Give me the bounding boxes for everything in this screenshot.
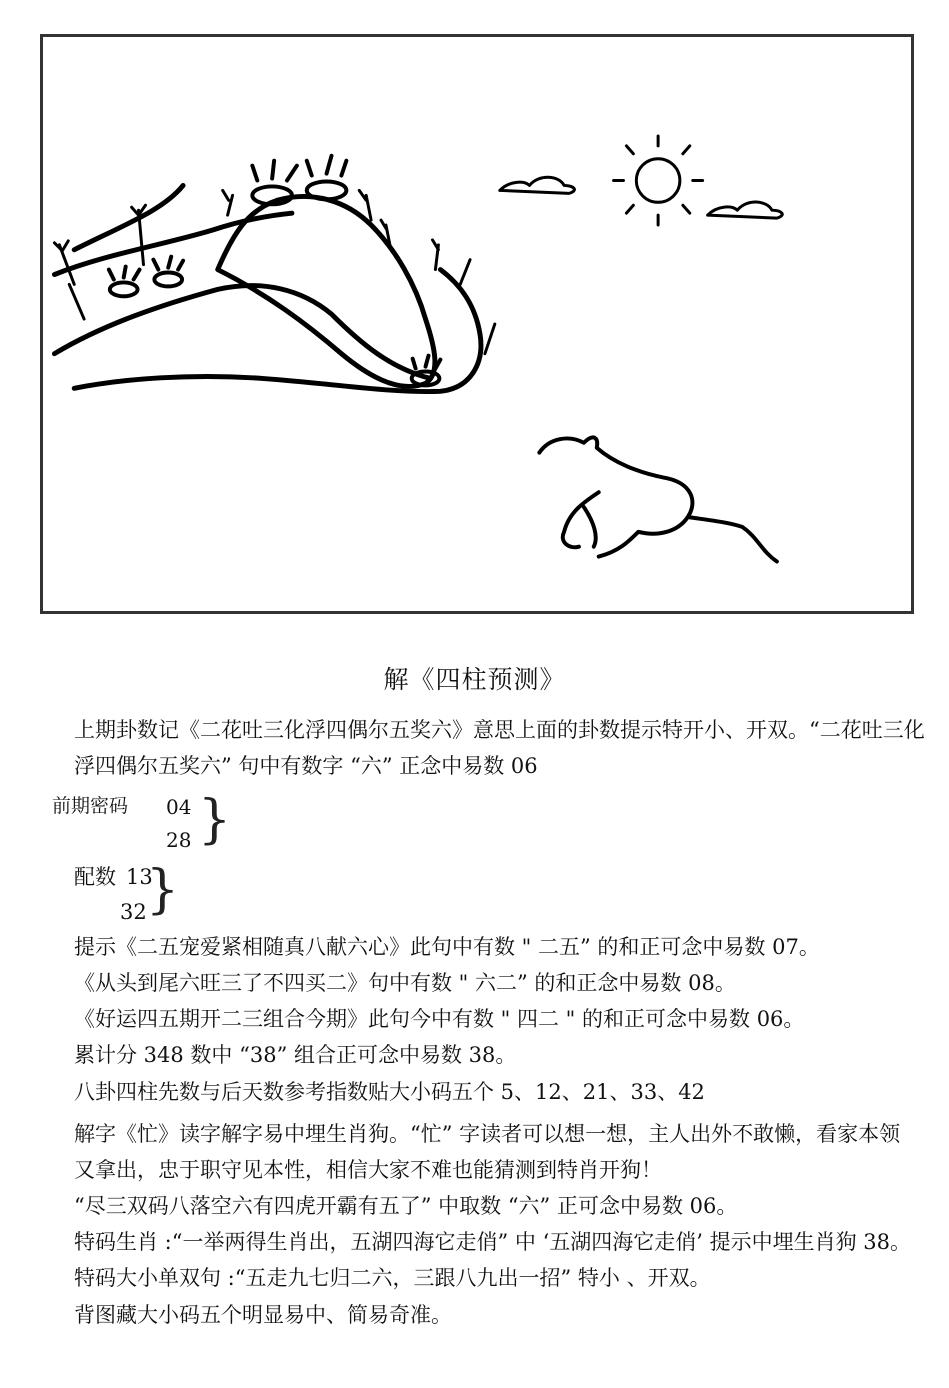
paragraph-line-2: 浮四偶尔五奖六” 句中有数字 “六” 正念中易数 06: [74, 754, 538, 778]
previous-code-value: 28: [166, 828, 192, 852]
previous-code-value: 04: [166, 795, 192, 819]
pair-number-value: 32: [120, 900, 147, 924]
hint-line: 提示《二五宠爱紧相随真八献六心》此句中有数 " 二五” 的和正可念中易数 07。: [74, 935, 820, 959]
section-title: 解《四柱预测》: [383, 665, 566, 694]
hint-line: 《好运四五期开二三组合今期》此句今中有数 " 四二 " 的和正可念中易数 06。: [74, 1007, 805, 1031]
river-lower-edge: [54, 286, 430, 379]
hint-line: 累计分 348 数中 “38” 组合正可念中易数 38。: [74, 1043, 517, 1067]
cloud-right: [708, 202, 783, 218]
previous-codes-label: 前期密码: [52, 795, 129, 817]
illustration-frame: [40, 34, 914, 614]
brace-right: }: [146, 860, 180, 920]
pair-numbers-label: 配数: [74, 865, 116, 889]
nest-birds: [109, 156, 441, 386]
hint-line: 背图藏大小码五个明显易中、简易奇准。: [74, 1303, 452, 1327]
hint-line: 解字《忙》读字解字易中埋生肖狗。“忙” 字读者可以想一想，主人出外不敢懒，看家本领: [74, 1122, 901, 1146]
hint-line: 特码生肖 :“一举两得生肖出，五湖四海它走俏” 中 ‘五湖四海它走俏’ 提示中埋生肖狗 38。: [74, 1230, 911, 1254]
hill-outline: [218, 197, 435, 387]
sketch-illustration: [43, 37, 911, 611]
hint-line: 又拿出，忠于职守见本性，相信大家不难也能猜测到特肖开狗！: [74, 1158, 662, 1182]
hint-line: 《从头到尾六旺三了不四买二》句中有数 " 六二” 的和正念中易数 08。: [74, 971, 736, 995]
hint-line: 八卦四柱先数与后天数参考指数贴大小码五个 5、12、21、33、42: [74, 1080, 705, 1104]
brace-right: }: [198, 790, 232, 850]
hint-line: 特码大小单双句 :“五走九七归二六，三跟八九出一招” 特小 、开双。: [74, 1266, 711, 1290]
running-dog: [539, 437, 777, 561]
hint-line: “尽三双码八落空六有四虎开霸有五了” 中取数 “六” 正可念中易数 06。: [74, 1194, 738, 1218]
pair-number-value: 13: [126, 865, 153, 889]
sun-icon: [614, 136, 703, 225]
cloud-left: [500, 177, 575, 193]
paragraph-line-1: 上期卦数记《二花吐三化浮四偶尔五奖六》意思上面的卦数提示特开小、开双。“二花吐三化: [74, 718, 925, 742]
